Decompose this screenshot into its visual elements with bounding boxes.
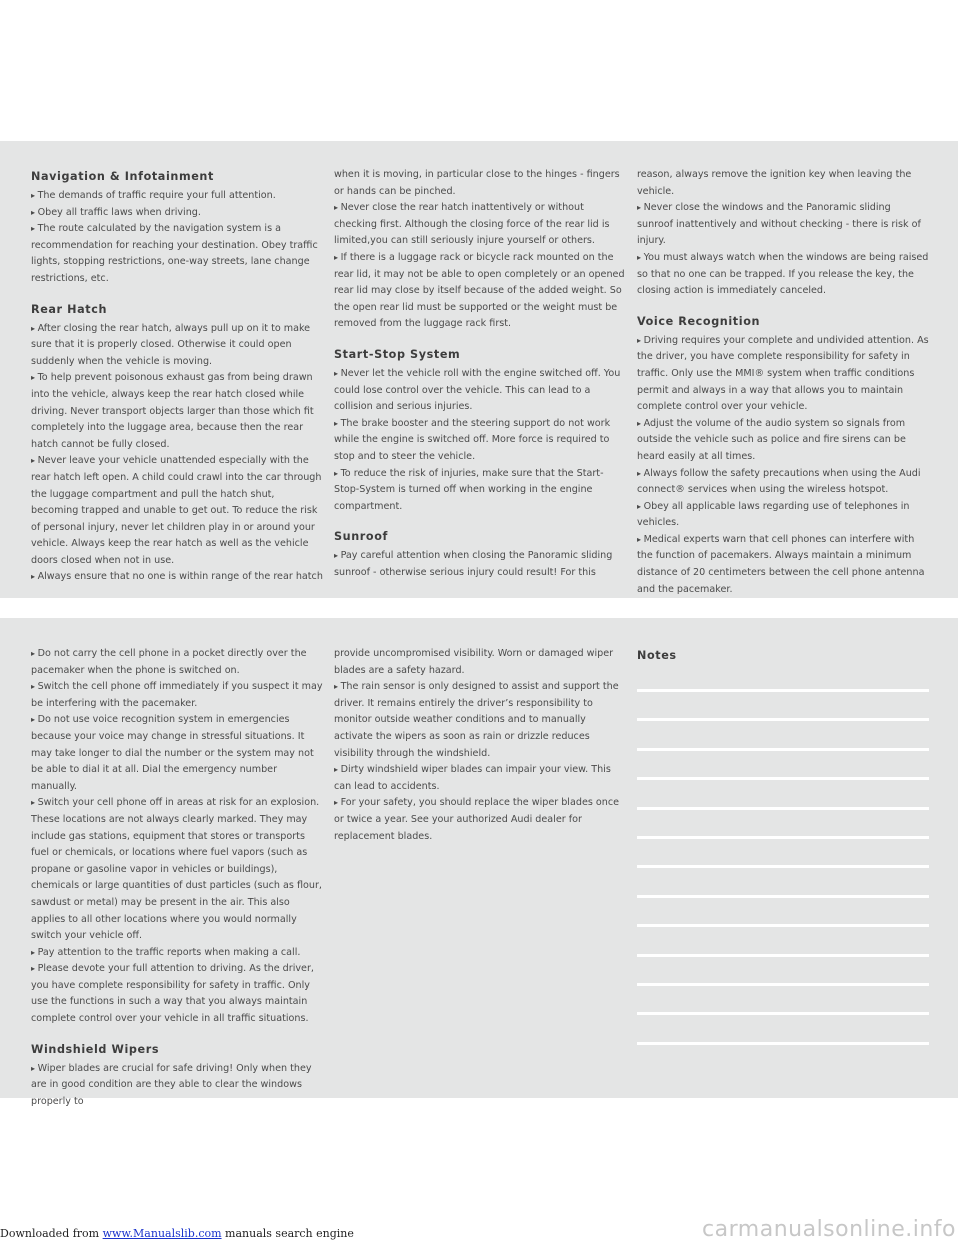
continued-text: when it is moving, in particular close to the hinges - fingers or hands can be pinched. <box>334 169 620 197</box>
list-item: ▸ Never let the vehicle roll with the engine switched off. You could lose control over the vehicle. This can lead to a collision and serious injuries. <box>334 366 626 416</box>
list-item: ▸ Do not carry the cell phone in a pocket directly over the pacemaker when the phone is switched on. <box>31 646 323 679</box>
notes-line <box>637 954 929 957</box>
notes-line <box>637 1012 929 1015</box>
notes-line <box>637 689 929 692</box>
section-heading-navigation: Navigation & Infotainment <box>31 170 214 183</box>
list-item: ▸ You must always watch when the windows are being raised so that no one can be trapped. If you release the key, the closing action is immediately canceled. <box>637 250 929 300</box>
continued-text: provide uncompromised visibility. Worn or damaged wiper blades are a safety hazard. <box>334 648 614 676</box>
list-item: ▸ Obey all applicable laws regarding use of telephones in vehicles. <box>637 499 929 532</box>
list-item: ▸ Pay careful attention when closing the Panoramic sliding sunroof - otherwise serious injury could result! For this <box>334 548 626 581</box>
list-item: ▸ Switch your cell phone off in areas at risk for an explosion. These locations are not always clearly marked. They may include gas stations, equipment that stores or transports fuel or chemicals, or locations where fuel vapors (such as propane or gasoline vapor in vehicles or buildings), chemicals or large quantities of dust particles (such as flour, sawdust or metal) may be present in the air. This also applies to all other locations where you would normally switch your vehicle off. <box>31 795 323 944</box>
section-heading-windshield-wipers: Windshield Wipers <box>31 1042 160 1056</box>
section-heading-sunroof: Sunroof <box>334 530 388 544</box>
section-heading-notes: Notes <box>637 649 677 662</box>
column-4 <box>31 646 323 1110</box>
list-item: ▸ For your safety, you should replace the wiper blades once or twice a year. See your authorized Audi dealer for replacement blades. <box>334 795 626 845</box>
list-item: ▸ Adjust the volume of the audio system so signals from outside the vehicle such as police and fire sirens can be heard easily at all times. <box>637 416 929 466</box>
list-item: ▸ Pay attention to the traffic reports when making a call. <box>31 945 323 962</box>
list-item: ▸ The rain sensor is only designed to assist and support the driver. It remains entirely the driver’s responsibility to monitor outside weather conditions and to manually activate the wipers as soon as rain or drizzle reduces visibility through the windshield. <box>334 679 626 762</box>
brand-watermark: carmanualsonline.info <box>702 1217 956 1242</box>
list-item: ▸ Never close the rear hatch inattentively or without checking first. Although the closing force of the rear lid is limited,you can still seriously injure yourself or others. <box>334 200 626 250</box>
list-item: ▸ After closing the rear hatch, always pull up on it to make sure that it is properly closed. Otherwise it could open suddenly when the vehicle is moving. <box>31 321 323 371</box>
notes-line <box>637 836 929 839</box>
column-1 <box>31 167 323 586</box>
list-item: ▸ Wiper blades are crucial for safe driving! Only when they are in good condition are they able to clear the windows properly to <box>31 1061 323 1111</box>
list-item: ▸ If there is a luggage rack or bicycle rack mounted on the rear lid, it may not be able to open completely or an opened rear lid may close by itself because of the added weight. So the open rear lid must be supported or the weight must be removed from the luggage rack first. <box>334 250 626 333</box>
list-item: ▸ Obey all traffic laws when driving. <box>31 205 323 222</box>
list-item: ▸ Medical experts warn that cell phones can interfere with the function of pacemakers. Always maintain a minimum distance of 20 centimeters between the cell phone antenna and the pacemaker. <box>637 532 929 598</box>
list-item: ▸ Always ensure that no one is within range of the rear hatch <box>31 569 323 586</box>
list-item: ▸ Always follow the safety precautions when using the Audi connect® services when using the wireless hotspot. <box>637 466 929 499</box>
page-panel-top <box>0 141 958 598</box>
list-item: ▸ To help prevent poisonous exhaust gas from being drawn into the vehicle, always keep the rear hatch closed while driving. Never transport objects larger than those which fit completely into the luggage area, because then the rear hatch cannot be fully closed. <box>31 370 323 453</box>
notes-line <box>637 895 929 898</box>
section-heading-voice-recognition: Voice Recognition <box>637 314 761 328</box>
section-heading-start-stop: Start-Stop System <box>334 347 461 361</box>
notes-line <box>637 748 929 751</box>
list-item: ▸ Do not use voice recognition system in emergencies because your voice may change in stressful situations. It may take longer to dial the number or the system may not be able to dial it at all. Dial the emergency number manually. <box>31 712 323 795</box>
continued-text: reason, always remove the ignition key when leaving the vehicle. <box>637 169 912 197</box>
list-item: ▸ Please devote your full attention to driving. As the driver, you have complete responsibility for safety in traffic. Only use the functions in such a way that you always maintain complete control over your vehicle in all traffic situations. <box>31 961 323 1027</box>
manualslib-link[interactable]: www.Manualslib.com <box>102 1227 222 1240</box>
list-item: ▸ Never close the windows and the Panoramic sliding sunroof inattentively and without checking - there is risk of injury. <box>637 200 929 250</box>
list-item: ▸ Switch the cell phone off immediately if you suspect it may be interfering with the pacemaker. <box>31 679 323 712</box>
column-5 <box>334 646 626 845</box>
notes-line <box>637 924 929 927</box>
footer-prefix: Downloaded from <box>0 1227 103 1240</box>
column-2 <box>334 167 626 581</box>
notes-line <box>637 718 929 721</box>
notes-line <box>637 777 929 780</box>
page-panel-bottom <box>0 618 958 1107</box>
notes-line <box>637 807 929 810</box>
list-item: ▸ The demands of traffic require your full attention. <box>31 188 323 205</box>
notes-line <box>637 983 929 986</box>
notes-column <box>637 646 929 1071</box>
list-item: ▸ Never leave your vehicle unattended especially with the rear hatch left open. A child could crawl into the car through the luggage compartment and pull the hatch shut, becoming trapped and unable to get out. To reduce the risk of personal injury, never let children play in or around your vehicle. Always keep the rear hatch as well as the vehicle doors closed when not in use. <box>31 453 323 569</box>
list-item: ▸ To reduce the risk of injuries, make sure that the Start-Stop-System is turned off when working in the engine compartment. <box>334 466 626 516</box>
list-item: ▸ Driving requires your complete and undivided attention. As the driver, you have complete responsibility for safety in traffic. Only use the MMI® system when traffic conditions permit and always in a way that allows you to maintain complete control over your vehicle. <box>637 333 929 416</box>
notes-line <box>637 1042 929 1045</box>
section-heading-rear-hatch: Rear Hatch <box>31 302 108 316</box>
notes-line <box>637 865 929 868</box>
footer <box>0 1217 960 1242</box>
list-item: ▸ The route calculated by the navigation system is a recommendation for reaching your destination. Obey traffic lights, stopping restrictions, one-way streets, lane change restrictions, etc. <box>31 221 323 287</box>
list-item: ▸ Dirty windshield wiper blades can impair your view. This can lead to accidents. <box>334 762 626 795</box>
column-3 <box>637 167 929 598</box>
footer-suffix: manuals search engine <box>221 1227 354 1240</box>
list-item: ▸ The brake booster and the steering support do not work while the engine is switched off. More force is required to stop and to steer the vehicle. <box>334 416 626 466</box>
